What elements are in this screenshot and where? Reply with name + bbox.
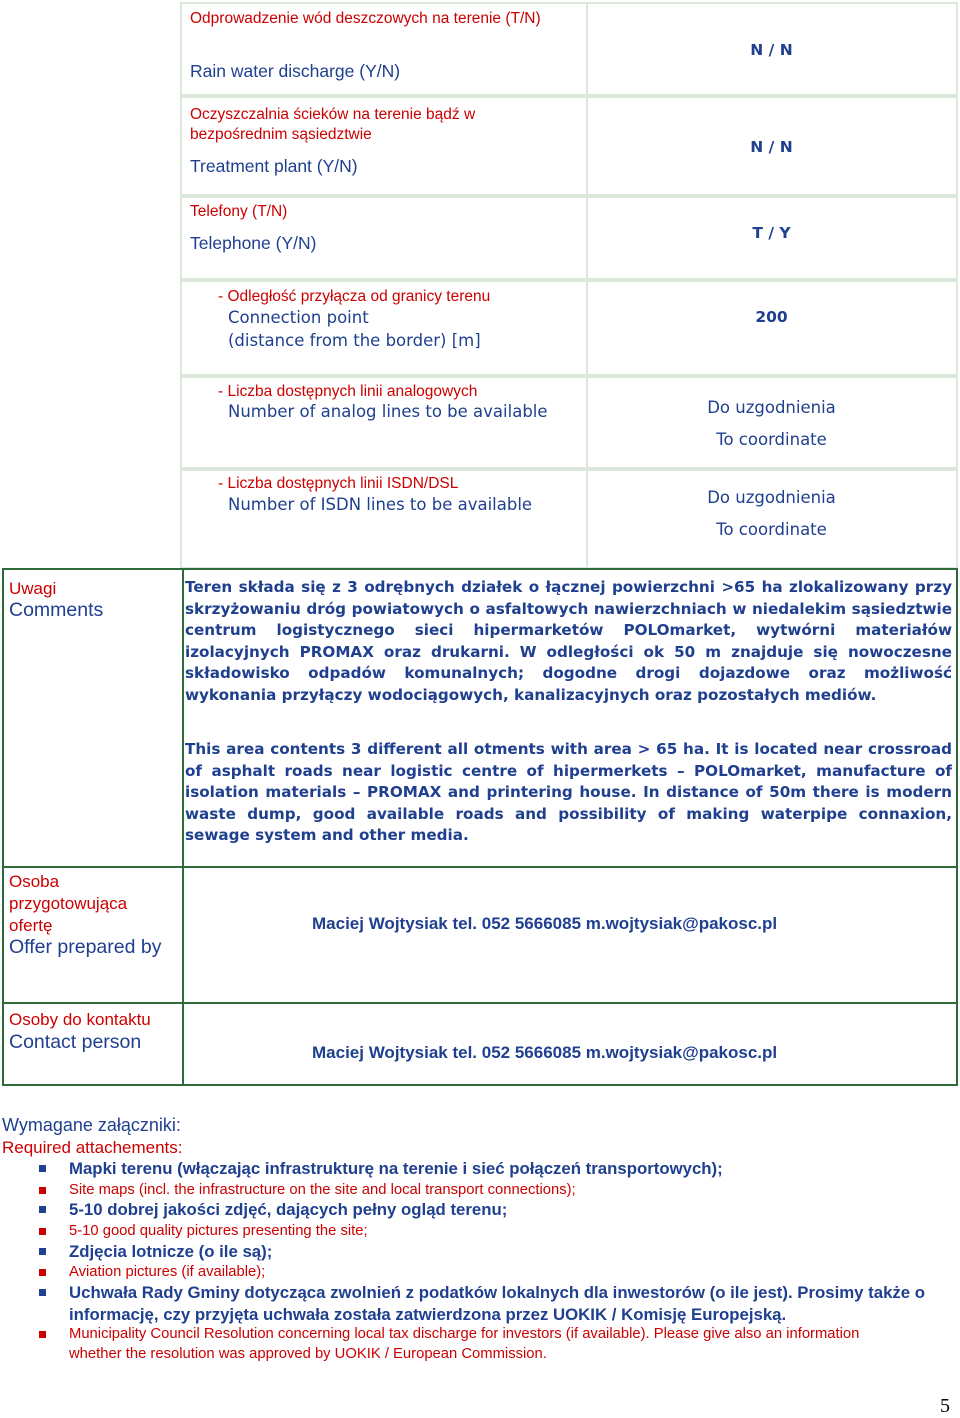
attachment-item-en: 5-10 good quality pictures presenting the site; [69, 1223, 368, 1239]
comments-label-en: Comments [9, 599, 104, 621]
attachment-item-pl: Mapki terenu (włączając infrastrukturę na terenie i sieć połączeń transportowych); [69, 1159, 723, 1178]
bullet-square-icon [39, 1269, 46, 1276]
offer-label-pl: Osoba przygotowująca ofertę [9, 872, 128, 935]
treatment-plant-label-en: Treatment plant (Y/N) [190, 156, 358, 176]
analog-lines-label-pl: - Liczba dostępnych linii analogowych [218, 383, 478, 400]
page-number: 5 [940, 1395, 950, 1417]
offer-contact-value: Maciej Wojtysiak tel. 052 5666085 m.wojtysiak@pakosc.pl [312, 914, 778, 933]
comments-text-en: This area contents 3 different all otments with area > 65 ha. It is located near crossroad of asphalt roads near logistic centre of hipermerkets – POLOmarket, manufacture of isolation materials – PROMAX and printering house. In distance of 50m there is modern waste dump, good available roads and possibility of making waterpipe connaxion, sewage system and other media. [185, 740, 952, 845]
column-divider [586, 376, 588, 469]
connection-point-distance-label: (distance from the border) [m] [228, 331, 481, 350]
analog-lines-value-pl: Do uzgodnienia [707, 398, 836, 417]
analog-lines-value-en: To coordinate [716, 430, 827, 449]
analog-lines-label-en: Number of analog lines to be available [228, 402, 548, 421]
contact-person-value: Maciej Wojtysiak tel. 052 5666085 m.wojtysiak@pakosc.pl [312, 1043, 778, 1062]
offer-label-en: Offer prepared by [9, 936, 162, 958]
attachment-item-pl: 5-10 dobrej jakości zdjęć, dających pełny ogląd terenu; [69, 1200, 508, 1219]
attachments-title-en: Required attachements: [2, 1138, 183, 1157]
isdn-lines-value-pl: Do uzgodnienia [707, 488, 836, 507]
connection-point-value: 200 [755, 308, 788, 326]
isdn-lines-value-en: To coordinate [716, 520, 827, 539]
telephone-value: T / Y [752, 224, 791, 242]
details-row-divider [4, 866, 956, 868]
bullet-square-icon [39, 1228, 46, 1235]
treatment-plant-label-pl: Oczyszczalnia ścieków na terenie bądź w bezpośrednim sąsiedztwie [190, 106, 476, 143]
isdn-lines-label-en: Number of ISDN lines to be available [228, 495, 533, 514]
connection-point-label-en: Connection point [228, 308, 369, 327]
connection-point-label-pl: - Odległość przyłącza od granicy terenu [218, 288, 491, 305]
contact-label-en: Contact person [9, 1031, 142, 1053]
contact-label-pl: Osoby do kontaktu [9, 1010, 151, 1029]
bullet-square-icon [39, 1206, 46, 1213]
details-row-divider [4, 1002, 956, 1004]
comments-text-pl: Teren składa się z 3 odrębnych działek o łącznej powierzchni >65 ha zlokalizowany przy skrzyżowaniu dróg powiatowych o asfaltowych nawierzchniach w niedalekim sąsiedztwie centrum logistycznego sieci hipermarketów POLOmarket, wytwórni materiałów izolacyjnych PROMAX oraz drukarni. W odległości ok 50 m znajduje się nowoczesne składowisko odpadów komunalnych; dogodne drogi dojazdowe oraz możliwość wykonania przyłączy wodociągowych, kanalizacyjnych oraz pozostałych mediów. [185, 578, 952, 704]
bullet-square-icon [39, 1289, 46, 1296]
bullet-square-icon [39, 1165, 46, 1172]
attachment-item-pl: Uchwała Rady Gminy dotycząca zwolnień z podatków lokalnych dla inwestorów (o ile jest). Prosimy także o informację, czy przyjęta uchwała została zatwierdzona przez UOKIK / Komisję Europejską. [69, 1283, 926, 1324]
treatment-plant-value: N / N [750, 138, 793, 156]
rain-water-value: N / N [750, 41, 793, 59]
column-divider [586, 280, 588, 376]
attachment-item-en: Municipality Council Resolution concerning local tax discharge for investors (if available). Please give also an information whether the resolution was approved by UOKIK / European Commission. [69, 1326, 860, 1362]
telephone-label-en: Telephone (Y/N) [190, 233, 317, 253]
comments-label-pl: Uwagi [9, 579, 57, 598]
attachments-title-pl: Wymagane załączniki: [2, 1115, 181, 1135]
details-column-divider [182, 570, 184, 1084]
bullet-square-icon [39, 1331, 46, 1338]
attachment-item-pl: Zdjęcia lotnicze (o ile są); [69, 1242, 273, 1261]
bullet-square-icon [39, 1248, 46, 1255]
rain-water-label-pl: Odprowadzenie wód deszczowych na terenie (T/N) [190, 10, 541, 27]
telephone-label-pl: Telefony (T/N) [190, 203, 288, 220]
bullet-square-icon [39, 1187, 46, 1194]
column-divider [586, 469, 588, 569]
attachment-item-en: Aviation pictures (if available); [69, 1264, 266, 1280]
rain-water-label-en: Rain water discharge (Y/N) [190, 61, 401, 81]
isdn-lines-label-pl: - Liczba dostępnych linii ISDN/DSL [218, 475, 459, 492]
attachment-item-en: Site maps (incl. the infrastructure on the site and local transport connections); [69, 1182, 576, 1198]
